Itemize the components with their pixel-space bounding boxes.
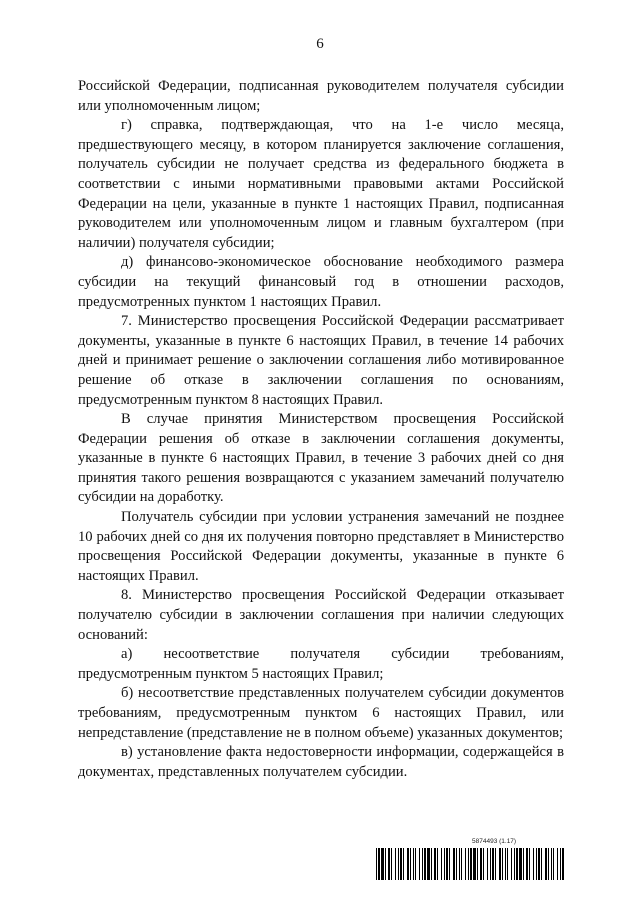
paragraph-clause-7: 7. Министерство просвещения Российской Федерации рассматривает документы, указанные в пункте 6 настоящих Правил, в течение 14 рабочих дней и принимает решение о заключении соглашения либо мотивированное решение об отказе в заключении соглашения по основаниям, предусмотренным пунктом 8 настоящих Правил. [78, 313, 564, 408]
barcode-caption: 5874493 (1.17) [472, 838, 517, 845]
body-text [78, 77, 564, 782]
barcode [376, 848, 564, 880]
page-number: 6 [316, 36, 324, 52]
paragraph-item-b: б) несоответствие представленных получателем субсидии документов требованиям, предусмотренным пунктом 6 настоящих Правил, или непредставление (представление не в полном объеме) указанных документов; [78, 685, 564, 741]
paragraph-continuation: Российской Федерации, подписанная руководителем получателя субсидии или уполномоченным лицом; [78, 78, 564, 114]
paragraph-item-d: д) финансово-экономическое обоснование необходимого размера субсидии на текущий финансовый год в отношении расходов, предусмотренных пунктом 1 настоящих Правил. [78, 254, 564, 310]
paragraph-resubmission: Получатель субсидии при условии устранения замечаний не позднее 10 рабочих дней со дня их получения повторно представляет в Министерство просвещения Российской Федерации документы, указанные в пункте 6 настоящих Правил. [78, 509, 564, 584]
paragraph-item-v: в) установление факта недостоверности информации, содержащейся в документах, представленных получателем субсидии. [78, 744, 564, 780]
paragraph-item-a: а) несоответствие получателя субсидии требованиям, предусмотренным пунктом 5 настоящих Правил; [78, 646, 564, 682]
paragraph-clause-8: 8. Министерство просвещения Российской Федерации отказывает получателю субсидии в заключении соглашения при наличии следующих оснований: [78, 587, 564, 643]
document-barcode-block [364, 838, 564, 882]
paragraph-refusal-return: В случае принятия Министерством просвещения Российской Федерации решения об отказе в заключении соглашения документы, указанные в пункте 6 настоящих Правил, в течение 3 рабочих дней со дня принятия такого решения возвращаются с указанием замечаний получателю субсидии на доработку. [78, 411, 564, 506]
paragraph-item-g: г) справка, подтверждающая, что на 1-е число месяца, предшествующего месяцу, в котором планируется заключение соглашения, получатель субсидии не получает средства из федерального бюджета в соответствии с иными нормативными правовыми актами Российской Федерации на цели, указанные в пункте 1 настоящих Правил, подписанная руководителем или уполномоченным лицом и главным бухгалтером (при наличии) получателя субсидии; [78, 117, 564, 251]
